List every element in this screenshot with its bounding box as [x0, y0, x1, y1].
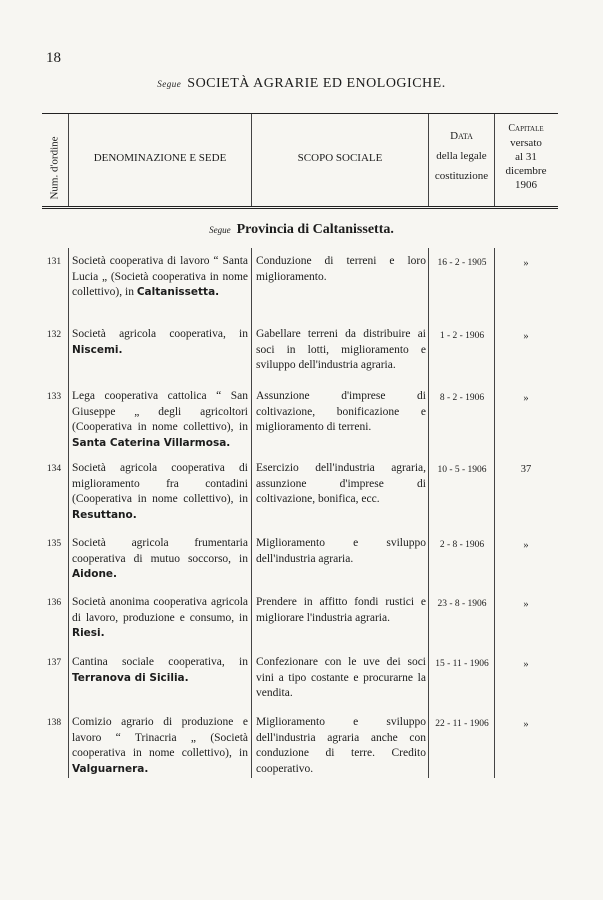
- row-scopo: Prendere in affitto fondi rustici e migliorare l'industria agraria.: [256, 596, 426, 624]
- row-denominazione: Società agricola frumentaria cooperativa di mutuo soccorso, in Aidone.: [72, 537, 248, 580]
- row-number: 134: [46, 464, 62, 474]
- row-number: 136: [46, 598, 62, 608]
- page-number: 18: [46, 50, 61, 66]
- header-scopo: SCOPO SOCIALE: [297, 152, 383, 164]
- header-capitale: [495, 122, 557, 192]
- header-capitale-line2: versato: [510, 137, 542, 149]
- running-head-prefix: Segue: [157, 79, 182, 89]
- row-data: 8 - 2 - 1906: [439, 393, 485, 403]
- row-capitale: »: [523, 331, 529, 342]
- row-number: 138: [46, 718, 62, 728]
- row-denominazione: Cantina sociale cooperativa, in Terranova di Sicilia.: [72, 656, 248, 684]
- row-capitale: 37: [520, 464, 532, 475]
- col-sep-data-body: [494, 248, 495, 778]
- row-scopo: Miglioramento e sviluppo dell'industria agraria anche con conduzione di terre. Credito cooperativo.: [256, 716, 426, 775]
- row-number: 135: [46, 539, 62, 549]
- header-data-line2: della legale: [436, 150, 487, 162]
- header-capitale-line4: dicembre: [505, 165, 547, 177]
- row-capitale: »: [523, 393, 529, 404]
- row-number: 131: [46, 257, 62, 267]
- header-num-ordine: Num. d'ordine: [49, 136, 61, 200]
- table-header-bottom-rule: [42, 206, 558, 207]
- header-capitale-line3: al 31: [515, 151, 537, 163]
- row-data: 15 - 11 - 1906: [435, 659, 489, 669]
- table-top-rule: [42, 113, 558, 114]
- row-data: 16 - 2 - 1905: [437, 258, 487, 268]
- row-capitale: »: [523, 719, 529, 730]
- running-head-title: SOCIETÀ AGRARIE ED ENOLOGICHE.: [187, 76, 446, 91]
- row-capitale: »: [523, 599, 529, 610]
- row-capitale: »: [523, 659, 529, 670]
- col-sep-denom-body: [251, 248, 252, 778]
- row-scopo: Conduzione di terreni e loro miglioramento.: [256, 255, 426, 283]
- row-scopo: Assunzione d'imprese di coltivazione, bonificazione e miglioramento di terreni.: [256, 390, 426, 433]
- row-scopo: Miglioramento e sviluppo dell'industria agraria.: [256, 537, 426, 565]
- row-data: 22 - 11 - 1906: [435, 719, 489, 729]
- row-data: 2 - 8 - 1906: [439, 540, 485, 550]
- row-data: 23 - 8 - 1906: [437, 599, 487, 609]
- row-denominazione: Comizio agrario di produzione e lavoro “ Trinacria „ (Società cooperativa in nome collettivo), in Valguarnera.: [72, 716, 248, 775]
- row-data: 10 - 5 - 1906: [437, 465, 487, 475]
- header-denominazione: DENOMINAZIONE E SEDE: [93, 152, 227, 164]
- section-prefix: Segue: [209, 225, 231, 235]
- row-denominazione: Lega cooperativa cattolica “ San Giuseppe „ degli agricoltori (Cooperativa in nome collettivo), in Santa Caterina Villarmosa.: [72, 390, 248, 449]
- header-data-line1: Data: [450, 130, 473, 142]
- section-heading: [0, 222, 603, 238]
- col-sep-num-body: [68, 248, 69, 778]
- col-sep-scopo-body: [428, 248, 429, 778]
- row-denominazione: Società agricola cooperativa, in Niscemi.: [72, 328, 248, 356]
- row-denominazione: Società cooperativa di lavoro “ Santa Lucia „ (Società cooperativa in nome collettivo), in Caltanissetta.: [72, 255, 248, 298]
- header-data: [429, 128, 494, 184]
- table-header-bottom-rule-2: [42, 208, 558, 209]
- row-number: 133: [46, 392, 62, 402]
- row-denominazione: Società agricola cooperativa di miglioramento fra contadini (Cooperativa in nome collettivo), in Resuttano.: [72, 462, 248, 521]
- header-capitale-line5: 1906: [515, 179, 537, 191]
- row-data: 1 - 2 - 1906: [439, 331, 485, 341]
- row-denominazione: Società anonima cooperativa agricola di lavoro, produzione e consumo, in Riesi.: [72, 596, 248, 639]
- row-number: 137: [46, 658, 62, 668]
- row-scopo: Esercizio dell'industria agraria, assunzione d'imprese di coltivazione, bonifica, ecc.: [256, 462, 426, 505]
- row-number: 132: [46, 330, 62, 340]
- running-head: [0, 76, 603, 92]
- header-data-line3: costituzione: [434, 170, 489, 182]
- row-capitale: »: [523, 258, 529, 269]
- row-scopo: Confezionare con le uve dei soci vini a tipo costante e procurarne la vendita.: [256, 656, 426, 699]
- col-sep-num: [68, 114, 69, 206]
- row-scopo: Gabellare terreni da distribuire ai soci in lotti, miglioramento e sviluppo dell'industria agraria.: [256, 328, 426, 371]
- header-capitale-line1: Capitale: [508, 123, 544, 134]
- section-title: Provincia di Caltanissetta.: [236, 222, 394, 237]
- row-capitale: »: [523, 540, 529, 551]
